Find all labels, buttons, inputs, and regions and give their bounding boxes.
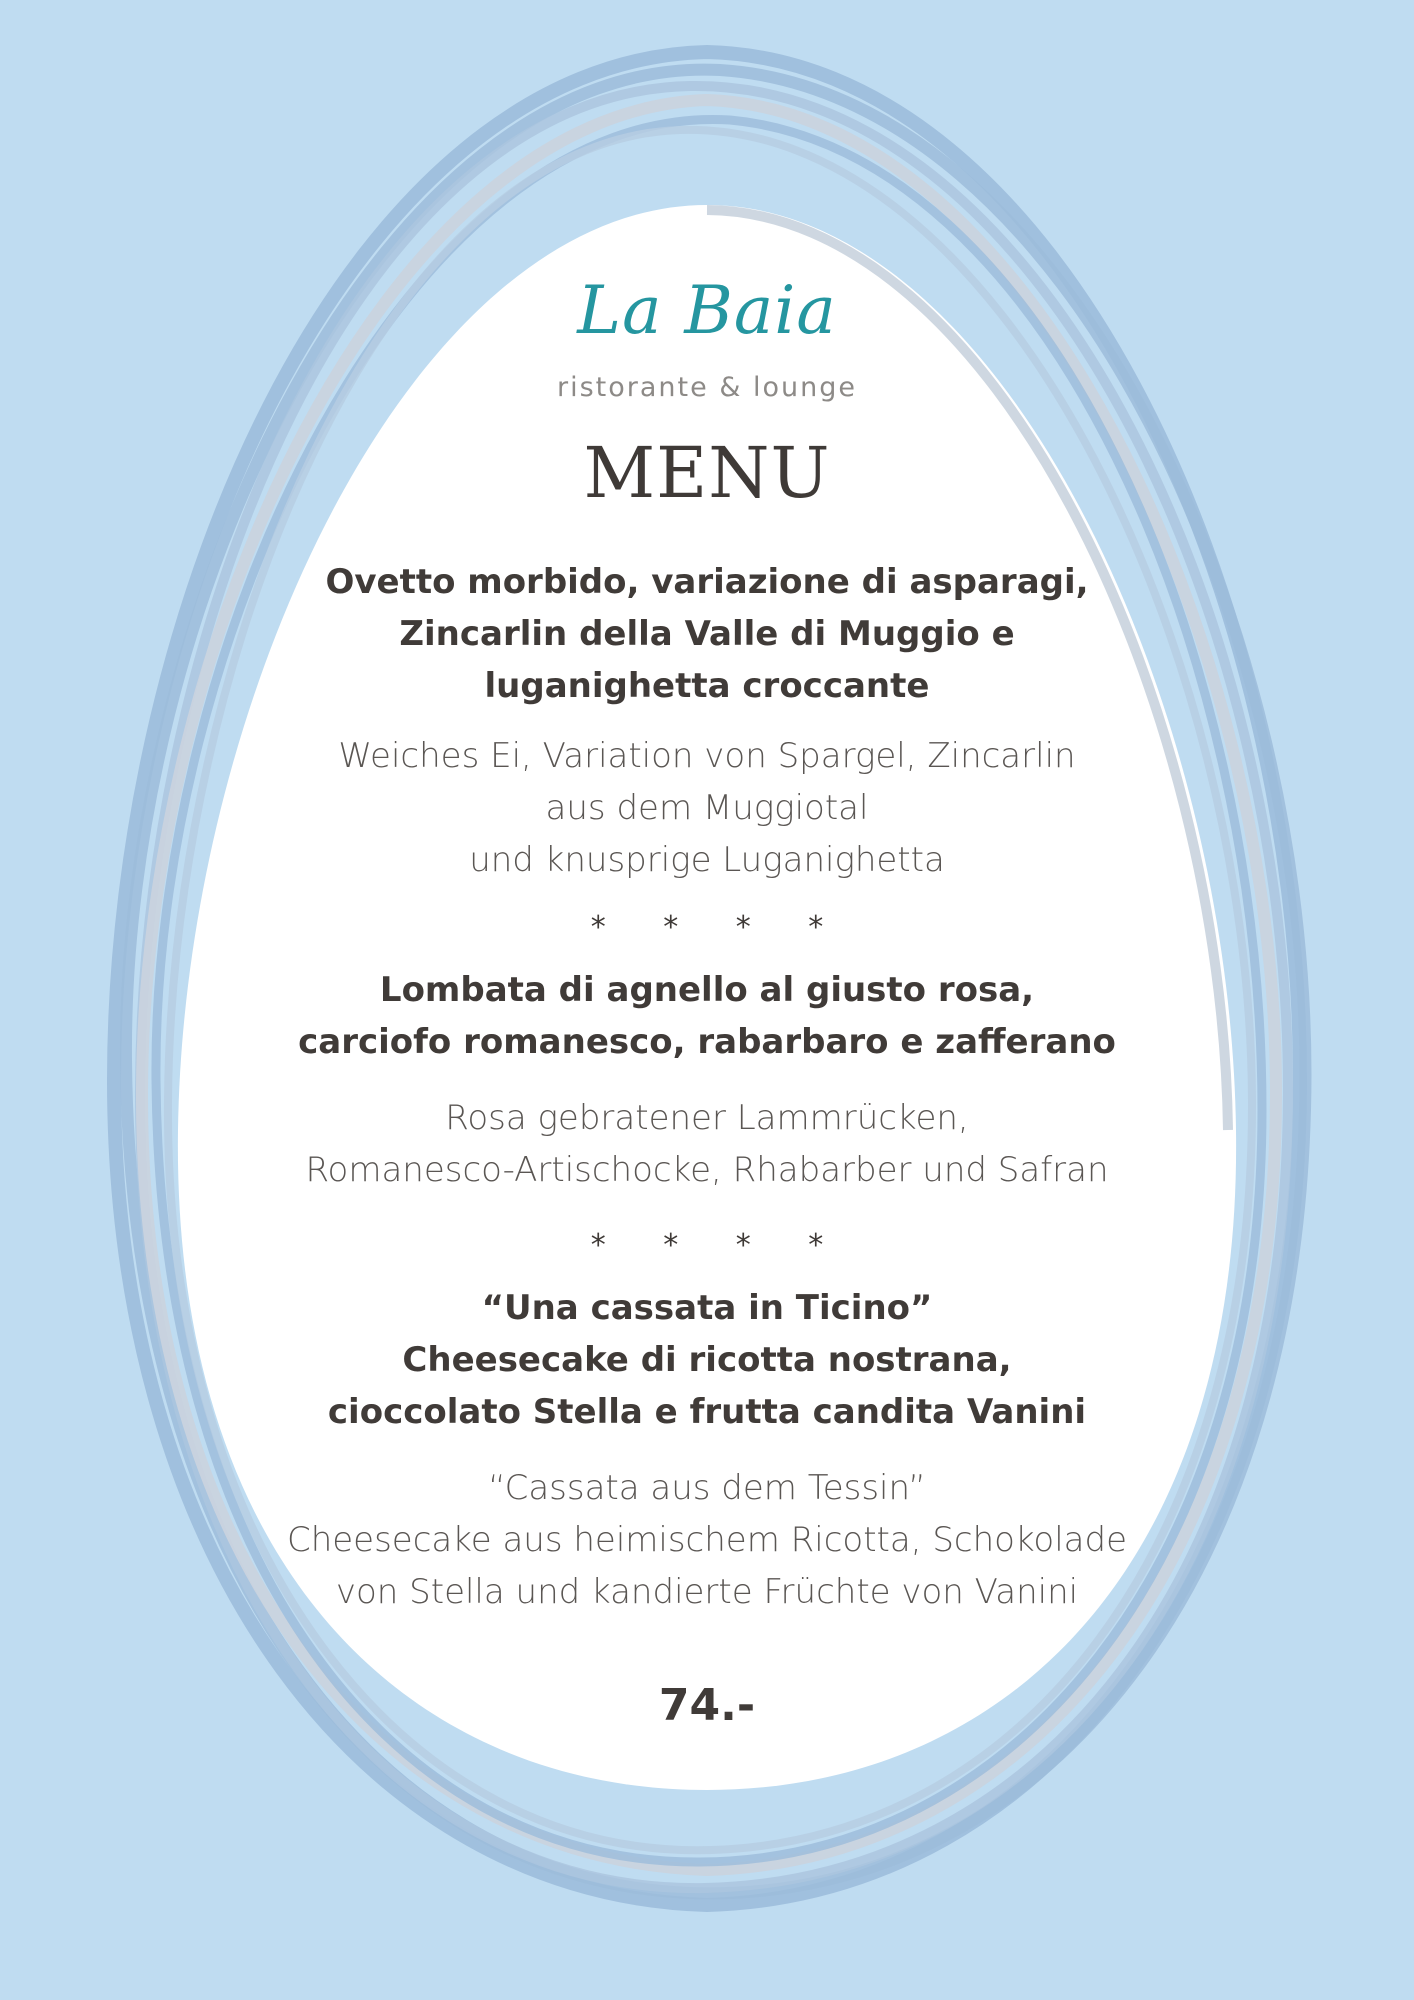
course-separator: * * * * <box>590 1228 848 1263</box>
italian-line: Lombata di agnello al giusto rosa, <box>379 970 1035 1010</box>
course-separator: * * * * <box>590 910 848 945</box>
course-2-german <box>200 1092 1214 1196</box>
italian-line: carciofo romanesco, rabarbaro e zafferano <box>298 1022 1116 1062</box>
course-3-german <box>200 1462 1214 1618</box>
german-line: aus dem Muggiotal <box>545 788 869 828</box>
course-3-italian <box>200 1282 1214 1438</box>
italian-line: Cheesecake di ricotta nostrana, <box>402 1340 1012 1380</box>
italian-line: cioccolato Stella e frutta candita Vanini <box>327 1392 1087 1432</box>
german-line: Cheesecake aus heimischem Ricotta, Schokolade <box>286 1520 1128 1560</box>
italian-line: luganighetta croccante <box>484 666 930 706</box>
menu-price: 74.- <box>658 1680 756 1731</box>
german-line: “Cassata aus dem Tessin” <box>488 1468 926 1508</box>
italian-line: “Una cassata in Ticino” <box>481 1288 933 1328</box>
german-line: und knusprige Luganighetta <box>469 840 945 880</box>
italian-line: Zincarlin della Valle di Muggio e <box>399 614 1015 654</box>
menu-title: MENU <box>583 432 831 514</box>
german-line: von Stella und kandierte Früchte von Vanini <box>335 1572 1079 1612</box>
german-line: Weiches Ei, Variation von Spargel, Zincarlin <box>338 736 1076 776</box>
italian-line: Ovetto morbido, variazione di asparagi, <box>325 562 1089 602</box>
course-1-german <box>200 730 1214 886</box>
brand-logo: La Baia <box>577 272 837 349</box>
brand-tagline: ristorante & lounge <box>557 372 857 403</box>
course-1-italian <box>200 556 1214 712</box>
german-line: Romanesco-Artischocke, Rhabarber und Safran <box>305 1150 1109 1190</box>
german-line: Rosa gebratener Lammrücken, <box>445 1098 969 1138</box>
course-2-italian <box>200 964 1214 1068</box>
